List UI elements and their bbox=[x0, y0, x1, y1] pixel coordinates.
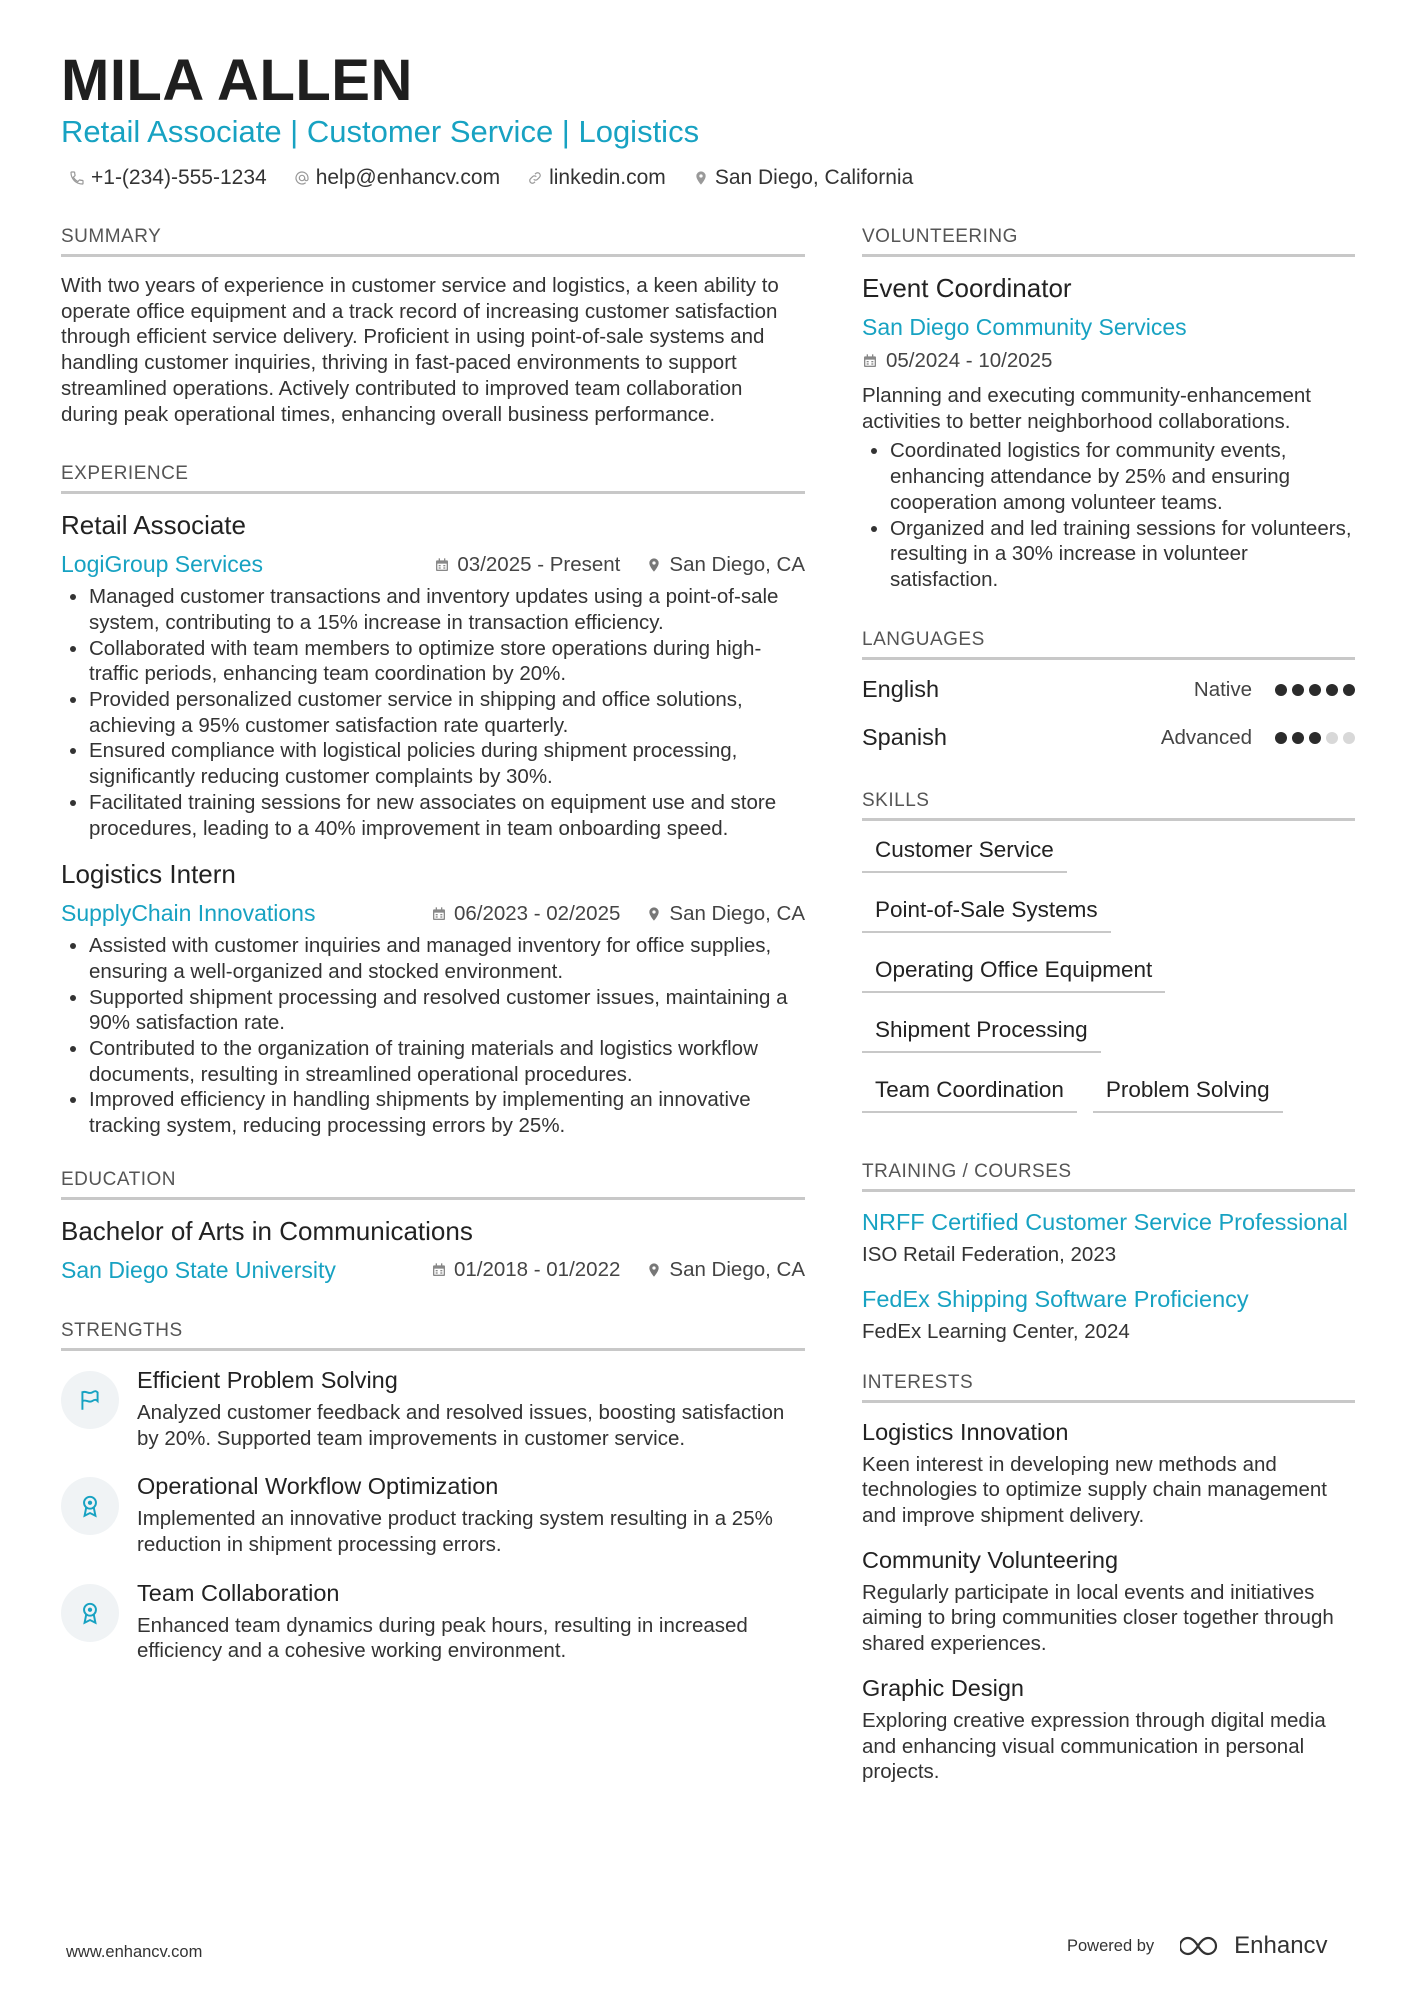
skill-tag: Operating Office Equipment bbox=[862, 951, 1165, 993]
job-dates-text: 03/2025 - Present bbox=[457, 552, 621, 576]
bullet: • Coordinated logistics for community events, enhancing attendance by 25% and ensuring cooperation among volunteer teams. bbox=[890, 438, 1355, 515]
interest-item bbox=[862, 1419, 1355, 1529]
strength-item bbox=[61, 1580, 805, 1664]
education-location-text: San Diego, CA bbox=[669, 1258, 805, 1282]
language-name: Spanish bbox=[862, 724, 947, 751]
interest-text: Regularly participate in local events and initiatives aiming to bring communities closer together through shared experiences. bbox=[862, 1580, 1334, 1656]
skill-tag: Point-of-Sale Systems bbox=[862, 891, 1111, 933]
calendar-icon bbox=[431, 906, 447, 922]
bullet: • Contributed to the organization of training materials and logistics workflow documents, resulting in streamlined operational procedures. bbox=[89, 1036, 805, 1087]
strength-body bbox=[137, 1367, 805, 1451]
course-title[interactable]: NRFF Certified Customer Service Professional bbox=[862, 1208, 1348, 1235]
language-level: Advanced bbox=[1160, 725, 1252, 749]
candidate-name: MILA ALLEN bbox=[61, 48, 413, 113]
strength-icon-badge bbox=[61, 1477, 119, 1535]
rating-dot-empty bbox=[1343, 732, 1355, 744]
volunteer-dates bbox=[862, 349, 1355, 373]
education-section bbox=[61, 1169, 805, 1284]
job-location bbox=[646, 553, 805, 577]
degree-title: Bachelor of Arts in Communications bbox=[61, 1215, 473, 1246]
job-meta bbox=[408, 553, 805, 577]
interests-section bbox=[862, 1372, 1355, 1785]
volunteering-section bbox=[862, 226, 1355, 593]
award-icon bbox=[77, 1493, 103, 1519]
education-heading: EDUCATION bbox=[61, 1169, 805, 1200]
experience-section bbox=[61, 463, 805, 1139]
strength-icon-badge bbox=[61, 1371, 119, 1429]
summary-section bbox=[61, 226, 805, 427]
interest-item bbox=[862, 1547, 1355, 1657]
training-section bbox=[862, 1161, 1355, 1344]
rating-dot-filled bbox=[1326, 684, 1338, 696]
bullet: • Organized and led training sessions for volunteers, resulting in a 30% increase in volunteer satisfaction. bbox=[890, 516, 1355, 593]
contact-phone[interactable] bbox=[69, 166, 267, 190]
education-dates bbox=[431, 1258, 620, 1282]
rating-dot-filled bbox=[1343, 684, 1355, 696]
link-icon bbox=[527, 170, 543, 186]
languages-heading: LANGUAGES bbox=[862, 629, 1355, 660]
interest-item bbox=[862, 1675, 1355, 1785]
bullet: • Provided personalized customer service in shipping and office solutions, achieving a 95% customer satisfaction rate quarterly. bbox=[89, 687, 805, 738]
bullet: • Improved efficiency in handling shipments by implementing an innovative tracking system, reducing processing errors by 25%. bbox=[89, 1087, 805, 1138]
bullet: • Managed customer transactions and inventory updates using a point-of-sale system, contributing to a 15% increase in transaction efficiency. bbox=[89, 584, 805, 635]
flag-icon bbox=[77, 1387, 103, 1413]
strength-text: Implemented an innovative product tracking system resulting in a 25% reduction in shipment processing errors. bbox=[137, 1507, 773, 1556]
enhancv-logo-icon bbox=[1180, 1934, 1226, 1958]
experience-entry bbox=[61, 510, 805, 841]
email-text: help@enhancv.com bbox=[315, 166, 501, 189]
strength-title: Team Collaboration bbox=[137, 1579, 340, 1606]
job-title: Retail Associate bbox=[61, 510, 246, 541]
job-dates bbox=[434, 553, 620, 577]
course-provider: ISO Retail Federation, 2023 bbox=[862, 1242, 1117, 1266]
calendar-icon bbox=[862, 353, 878, 369]
job-dates-text: 06/2023 - 02/2025 bbox=[453, 901, 621, 925]
education-dates-text: 01/2018 - 01/2022 bbox=[453, 1258, 621, 1282]
job-dates bbox=[431, 902, 620, 926]
strength-item bbox=[61, 1473, 805, 1557]
summary-text: With two years of experience in customer service and logistics, a keen ability to operate office equipment and a track record of increasing customer satisfaction through efficient service delivery. Proficient in using point-of-sale systems and handling customer inquiries, thriving in fast-paced environments to support streamlined operations. Actively contributed to improved team collaboration during peak operational times, enhancing overall business performance. bbox=[61, 274, 779, 426]
language-proficiency bbox=[1161, 726, 1355, 750]
contact-bar bbox=[69, 166, 940, 190]
job-location-text: San Diego, CA bbox=[669, 901, 805, 925]
rating-dot-filled bbox=[1292, 732, 1304, 744]
calendar-icon bbox=[431, 1262, 447, 1278]
rating-dot-filled bbox=[1309, 684, 1321, 696]
company-name[interactable]: LogiGroup Services bbox=[61, 551, 263, 578]
course-title[interactable]: FedEx Shipping Software Proficiency bbox=[862, 1285, 1249, 1312]
strength-title: Operational Workflow Optimization bbox=[137, 1473, 499, 1500]
job-meta-row bbox=[61, 900, 805, 927]
education-meta bbox=[405, 1258, 805, 1282]
powered-by-text: Powered by bbox=[1067, 1936, 1155, 1955]
volunteer-role: Event Coordinator bbox=[862, 273, 1072, 303]
languages-section bbox=[862, 629, 1355, 762]
location-pin-icon bbox=[646, 1261, 662, 1279]
rating-dot-filled bbox=[1275, 684, 1287, 696]
language-proficiency bbox=[1194, 678, 1355, 702]
award-icon bbox=[77, 1600, 103, 1626]
interest-title: Community Volunteering bbox=[862, 1546, 1119, 1573]
strength-icon-badge bbox=[61, 1584, 119, 1642]
location-text: San Diego, California bbox=[714, 166, 914, 189]
job-meta-row bbox=[61, 551, 805, 578]
strength-text: Analyzed customer feedback and resolved issues, boosting satisfaction by 20%. Supported team improvements in customer service. bbox=[137, 1400, 785, 1450]
summary-heading: SUMMARY bbox=[61, 226, 805, 257]
course-provider: FedEx Learning Center, 2024 bbox=[862, 1319, 1130, 1343]
language-level: Native bbox=[1193, 677, 1252, 701]
interest-text: Keen interest in developing new methods and technologies to optimize supply chain management and improve shipment delivery. bbox=[862, 1452, 1327, 1528]
company-name[interactable]: SupplyChain Innovations bbox=[61, 900, 316, 927]
rating-dot-filled bbox=[1292, 684, 1304, 696]
skills-heading: SKILLS bbox=[862, 790, 1355, 821]
phone-icon bbox=[69, 170, 85, 186]
contact-email[interactable] bbox=[294, 166, 500, 190]
volunteering-heading: VOLUNTEERING bbox=[862, 226, 1355, 257]
bullet: • Supported shipment processing and resolved customer issues, maintaining a 90% satisfaction rate. bbox=[89, 985, 805, 1036]
education-location bbox=[646, 1258, 805, 1282]
rating-dot-empty bbox=[1326, 732, 1338, 744]
volunteer-dates-text: 05/2024 - 10/2025 bbox=[886, 349, 1053, 372]
volunteer-bullets bbox=[862, 438, 1355, 592]
rating-dot-filled bbox=[1309, 732, 1321, 744]
brand-name: Enhancv bbox=[1234, 1932, 1328, 1959]
contact-link[interactable] bbox=[527, 166, 666, 190]
education-meta-row bbox=[61, 1257, 805, 1284]
strength-item bbox=[61, 1367, 805, 1451]
right-column bbox=[862, 226, 1355, 1821]
left-column bbox=[61, 226, 805, 1700]
interest-title: Logistics Innovation bbox=[862, 1418, 1069, 1445]
location-pin-icon bbox=[646, 905, 662, 923]
language-name: English bbox=[862, 676, 940, 703]
skill-tag: Shipment Processing bbox=[862, 1011, 1101, 1053]
skill-tag: Team Coordination bbox=[862, 1071, 1077, 1113]
bullet: • Collaborated with team members to optimize store operations during high-traffic periods, enhancing team coordination by 20%. bbox=[89, 636, 805, 687]
bullet: • Facilitated training sessions for new associates on equipment use and store procedures, leading to a 40% improvement in team onboarding speed. bbox=[89, 790, 805, 841]
link-text: linkedin.com bbox=[549, 166, 666, 189]
strength-body bbox=[137, 1473, 805, 1557]
strength-title: Efficient Problem Solving bbox=[137, 1366, 398, 1393]
experience-entry bbox=[61, 859, 805, 1139]
skill-tag: Customer Service bbox=[862, 831, 1067, 873]
language-rating bbox=[1270, 684, 1355, 696]
skill-tag: Problem Solving bbox=[1093, 1071, 1283, 1113]
bullet: • Assisted with customer inquiries and managed inventory for office supplies, ensuring a well-organized and stocked environment. bbox=[89, 933, 805, 984]
job-meta bbox=[405, 902, 805, 926]
volunteer-org[interactable]: San Diego Community Services bbox=[862, 314, 1187, 340]
rating-dot-filled bbox=[1275, 732, 1287, 744]
interest-text: Exploring creative expression through digital media and enhancing visual communication in personal projects. bbox=[862, 1708, 1326, 1784]
headline: Retail Associate | Customer Service | Logistics bbox=[61, 114, 700, 149]
language-rating bbox=[1270, 732, 1355, 744]
strengths-section bbox=[61, 1320, 805, 1664]
calendar-icon bbox=[434, 557, 450, 573]
job-bullets bbox=[61, 933, 805, 1139]
skills-list bbox=[862, 831, 1355, 1131]
job-title: Logistics Intern bbox=[61, 859, 236, 890]
strengths-heading: STRENGTHS bbox=[61, 1320, 805, 1351]
language-row bbox=[862, 714, 1355, 762]
bullet: • Ensured compliance with logistical policies during shipment processing, significantly reducing customer complaints by 30%. bbox=[89, 738, 805, 789]
location-pin-icon bbox=[693, 170, 709, 186]
school-name[interactable]: San Diego State University bbox=[61, 1256, 336, 1283]
job-location bbox=[646, 902, 805, 926]
interest-title: Graphic Design bbox=[862, 1674, 1024, 1701]
experience-heading: EXPERIENCE bbox=[61, 463, 805, 494]
skills-section bbox=[862, 790, 1355, 1131]
interests-heading: INTERESTS bbox=[862, 1372, 1355, 1403]
strength-text: Enhanced team dynamics during peak hours, resulting in increased efficiency and a cohesive working environment. bbox=[137, 1613, 748, 1663]
footer-website[interactable]: www.enhancv.com bbox=[66, 1943, 203, 1961]
contact-location bbox=[693, 166, 913, 190]
at-icon bbox=[294, 170, 310, 186]
footer-branding bbox=[1067, 1932, 1328, 1960]
location-pin-icon bbox=[646, 556, 662, 574]
job-bullets bbox=[61, 584, 805, 841]
volunteer-description: Planning and executing community-enhancement activities to better neighborhood collaborations. bbox=[862, 384, 1311, 433]
training-heading: TRAINING / COURSES bbox=[862, 1161, 1355, 1192]
language-row bbox=[862, 666, 1355, 714]
phone-text: +1-(234)-555-1234 bbox=[91, 166, 267, 189]
strength-body bbox=[137, 1580, 805, 1664]
job-location-text: San Diego, CA bbox=[669, 552, 805, 576]
